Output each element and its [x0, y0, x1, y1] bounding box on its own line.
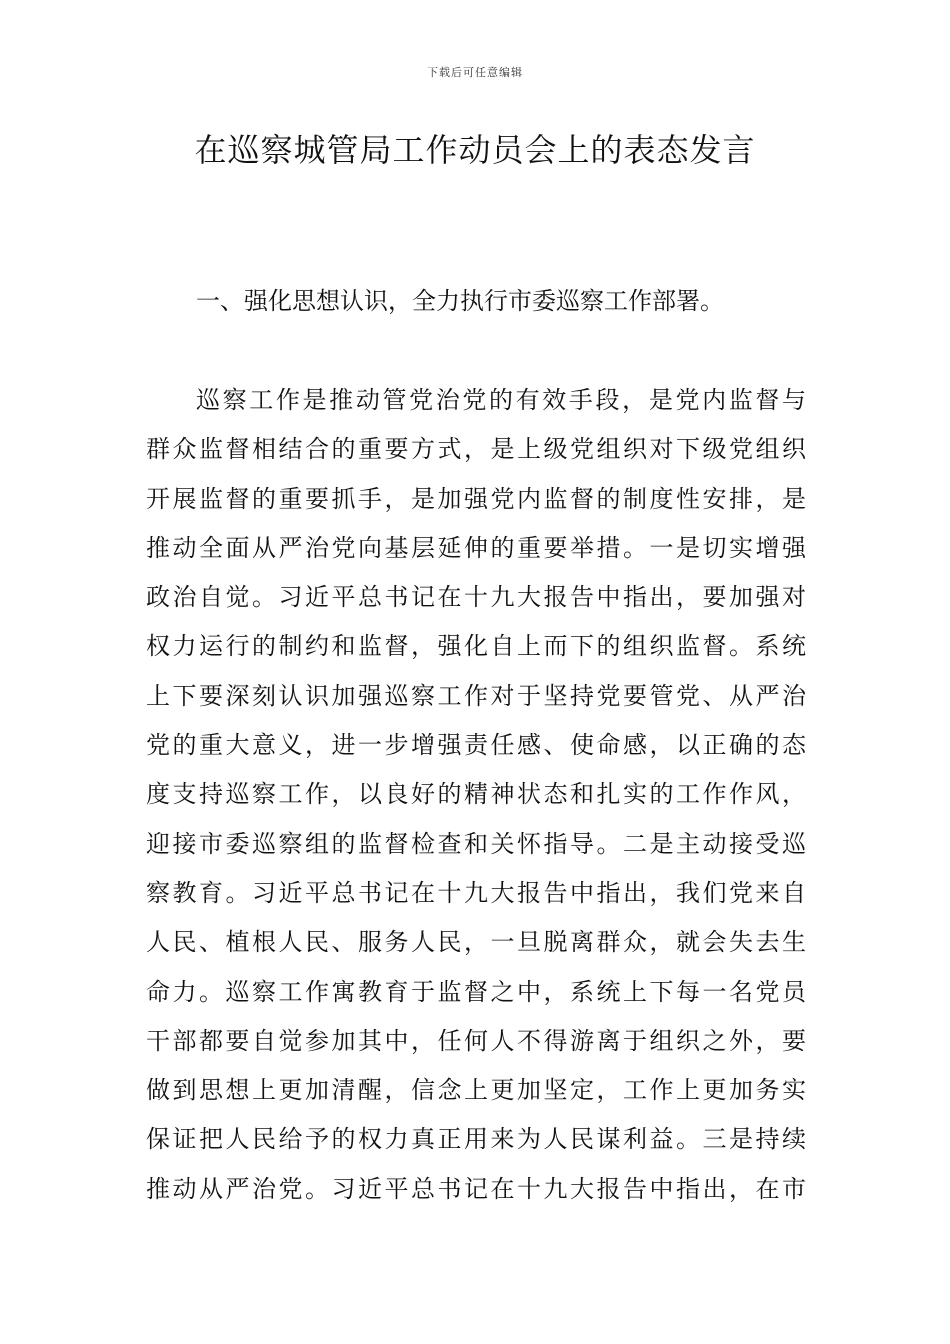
paragraph-line: 推动从严治党。习近平总书记在十九大报告中指出，在市: [146, 1174, 806, 1203]
paragraph-line: 上下要深刻认识加强巡察工作对于坚持党要管党、从严治: [146, 681, 806, 710]
paragraph-line: 命力。巡察工作寓教育于监督之中，系统上下每一名党员: [146, 977, 806, 1006]
paragraph-line: 人民、植根人民、服务人民，一旦脱离群众，就会失去生: [146, 928, 806, 957]
document-title: 在巡察城管局工作动员会上的表态发言: [194, 131, 756, 169]
section-heading: 一、强化思想认识，全力执行市委巡察工作部署。: [196, 287, 724, 315]
paragraph-line: 权力运行的制约和监督，强化自上而下的组织监督。系统: [146, 632, 806, 661]
paragraph-line: 开展监督的重要抓手，是加强党内监督的制度性安排，是: [146, 484, 806, 513]
paragraph-line: 推动全面从严治党向基层延伸的重要举措。一是切实增强: [146, 533, 806, 562]
paragraph-line: 群众监督相结合的重要方式，是上级党组织对下级党组织: [146, 435, 806, 464]
paragraph-line: 度支持巡察工作，以良好的精神状态和扎实的工作作风，: [146, 780, 806, 809]
paragraph-line: 做到思想上更加清醒，信念上更加坚定，工作上更加务实: [146, 1076, 806, 1105]
paragraph-line: 政治自觉。习近平总书记在十九大报告中指出，要加强对: [146, 583, 806, 612]
paragraph-line: 迎接市委巡察组的监督检查和关怀指导。二是主动接受巡: [146, 829, 806, 858]
paragraph-line: 巡察工作是推动管党治党的有效手段，是党内监督与: [196, 386, 806, 414]
header-note: 下载后可任意编辑: [427, 66, 523, 79]
paragraph-line: 察教育。习近平总书记在十九大报告中指出，我们党来自: [146, 878, 806, 907]
paragraph-line: 保证把人民给予的权力真正用来为人民谋利益。三是持续: [146, 1125, 806, 1154]
body-paragraph: [146, 376, 806, 1214]
paragraph-line: 干部都要自觉参加其中，任何人不得游离于组织之外，要: [146, 1026, 806, 1055]
paragraph-line: 党的重大意义，进一步增强责任感、使命感，以正确的态: [146, 731, 806, 760]
